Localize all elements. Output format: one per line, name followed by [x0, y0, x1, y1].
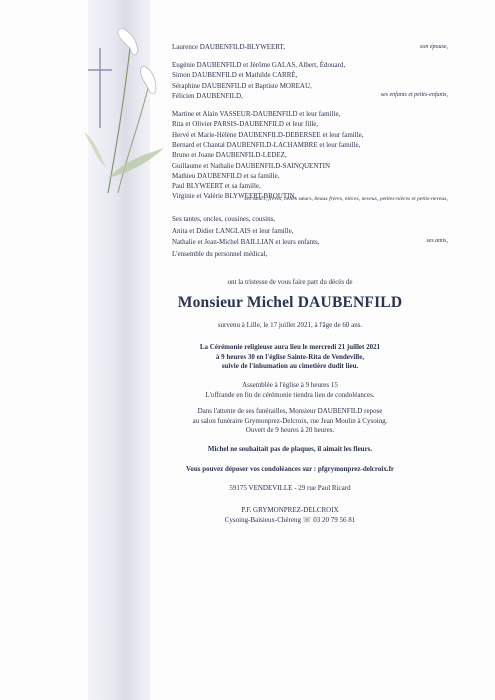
lily-illustration: [78, 28, 168, 198]
g3-line: Bruno et Joane DAUBENFILD-LEDEZ,: [172, 151, 287, 160]
asm-line: L'offrande en fin de cérémonie tiendra lieu de condoléances.: [205, 390, 375, 399]
address-text: 59175 VENDEVILLE - 29 rue Paul Ricard: [229, 484, 351, 492]
g3-line: Paul BLYWEERT et sa famille,: [172, 182, 261, 191]
cer-line: à 9 heures 30 en l'église Sainte-Rita de Vendeville,: [215, 352, 365, 361]
g4-line: Ses tantes, oncles, cousines, cousins,: [172, 215, 276, 223]
g3-line: Bernard et Chantal DAUBENFILD-LACHAMBRE et leur famille,: [172, 140, 361, 149]
g3-line: Martine et Alain VASSEUR-DAUBENFILD et leur famille,: [172, 110, 341, 118]
friends-tag: ses amis,: [426, 238, 448, 244]
fh-line: au salon funéraire Grymonprez-Delcroix, rue Jean Moulin à Cysoing.: [192, 416, 388, 425]
spouse-tag: son épouse,: [420, 44, 448, 50]
g2-line: Eugénie DAUBENFILD et Jérôme GALAS, Albert, Édouard,: [172, 61, 346, 69]
g1-line: Laurence DAUBENFILD-BLYWEERT,: [172, 43, 286, 51]
g3-line: Hervé et Marie-Hélène DAUBENFILD-DEBERSEE et leur famille,: [172, 130, 364, 139]
g2-line: Félicien DAUBENFILD,: [172, 91, 243, 100]
cer-line: La Cérémonie religieuse aura lieu le mercredi 21 juillet 2021: [199, 343, 381, 351]
g3-line: Virginie et Valérie BLYWEERT-BROUTIN,: [172, 192, 297, 201]
g2-line: Séraphine DAUBENFILD et Baptiste MOREAU,: [172, 81, 312, 90]
g4-line: L'ensemble du personnel médical,: [172, 249, 268, 258]
g3-line: Guillaume et Nathalie DAUBENFILD-SAINQUENTIN: [172, 161, 331, 170]
siblings-tag: ses sœurs, frères, belles sœurs, beaux frères, nièces, neveux, petites-nièces et petits-neveux,: [244, 196, 448, 202]
condolences-text: Vous pouvez déposer vos condoléances sur : pfgrymonprez-delcroix.fr: [185, 465, 395, 473]
children-tag: ses enfants et petits-enfants,: [380, 92, 448, 98]
fh-line: Ouvert de 9 heures à 20 heures.: [245, 426, 335, 434]
cer-line: suivie de l'inhumation au cimetière dudit lieu.: [221, 362, 359, 370]
g3-line: Mathieu DAUBENFILD et sa famille,: [172, 171, 280, 180]
wish-text: Michel ne souhaitait pas de plaques, il aimait les fleurs.: [207, 445, 373, 453]
g4-line: Anita et Didier LANGLAIS et leur famille,: [172, 226, 294, 235]
pf-contact: Cysoing-Baisieux-Chéreng ☏ 03 20 79 56 81: [224, 516, 356, 524]
death-details: survenu à Lille, le 17 juillet 2021, à l'âge de 60 ans.: [217, 321, 363, 329]
deceased-name: Monsieur Michel DAUBENFILD: [177, 294, 403, 311]
asm-line: Assemblée à l'église à 9 heures 15: [242, 381, 338, 389]
g2-line: Simon DAUBENFILD et Mathilde CARRÉ,: [172, 71, 298, 80]
fh-line: Dans l'attente de ses funérailles, Monsieur DAUBENFILD repose: [197, 407, 383, 415]
intro-text: ont la tristesse de vous faire part du décès de: [227, 278, 353, 286]
g4-line: Nathalie et Jean-Michel BAILLIAN et leurs enfants,: [172, 238, 320, 246]
g3-line: Rita et Olivier PARSIS-DAUBENFILD et leur fille,: [172, 120, 319, 129]
pf-name: P.F. GRYMONPREZ-DELCROIX: [241, 506, 339, 514]
